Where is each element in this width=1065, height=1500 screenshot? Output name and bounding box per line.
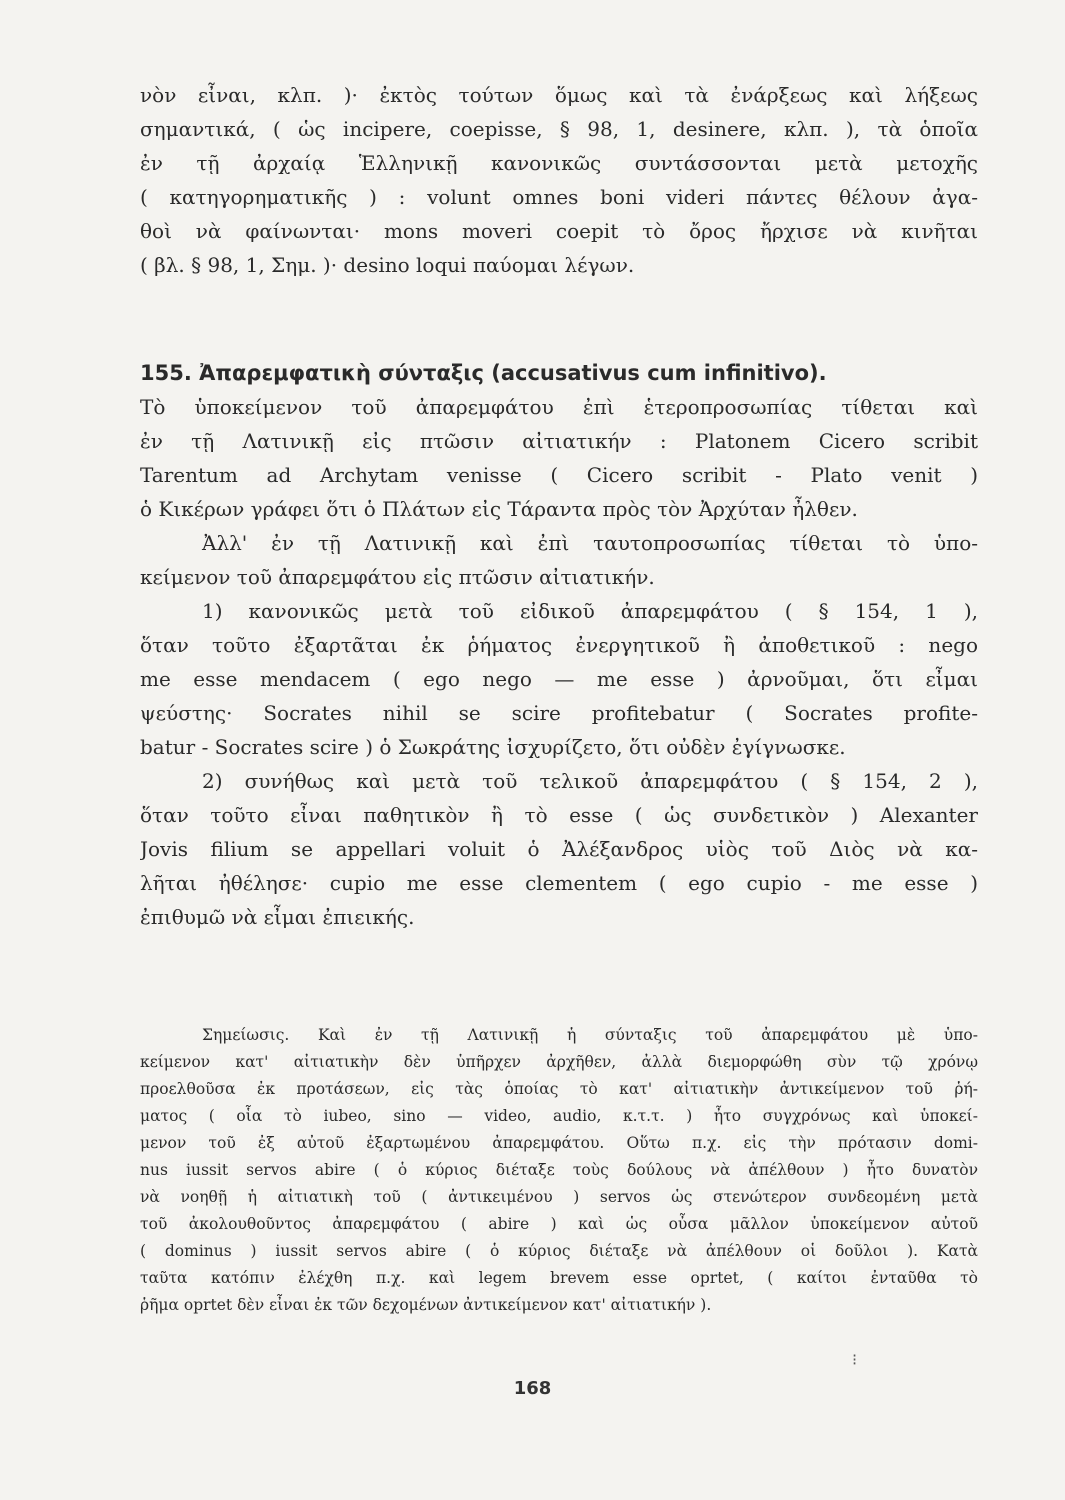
text-line: Jovis filium se appellari voluit ὁ Ἀλέξανδρος υἱὸς τοῦ Διὸς νὰ κα-	[140, 837, 978, 861]
text-line: ( κατηγορηματικῆς ) : volunt omnes boni videri πάντες θέλουν ἀγα-	[140, 185, 978, 209]
text-line: ἐπιθυμῶ νὰ εἶμαι ἐπιεικής.	[140, 905, 415, 929]
text-line: ( βλ. § 98, 1, Σημ. )· desino loqui παύομαι λέγων.	[140, 253, 635, 277]
top-paragraph	[140, 78, 978, 282]
text-line: κείμενον τοῦ ἀπαρεμφάτου εἰς πτῶσιν αἰτιατικήν.	[140, 565, 655, 589]
section-155	[140, 356, 978, 934]
text-line: Ἀλλ' ἐν τῇ Λατινικῇ καὶ ἐπὶ ταυτοπροσωπίας τίθεται τὸ ὑπο-	[202, 531, 978, 555]
text-line: ὅταν τοῦτο ἐξαρτᾶται ἐκ ῥήματος ἐνεργητικοῦ ἢ ἀποθετικοῦ : nego	[140, 633, 978, 657]
note-line: Σημείωσις. Καὶ ἐν τῇ Λατινικῇ ἡ σύνταξις τοῦ ἀπαρεμφάτου μὲ ὑπο-	[202, 1026, 978, 1044]
text-line: ὁ Κικέρων γράφει ὅτι ὁ Πλάτων εἰς Τάραντα πρὸς τὸν Ἀρχύταν ἦλθεν.	[140, 497, 858, 521]
text-line: θοὶ νὰ φαίνωνται· mons moveri coepit τὸ ὄρος ἤρχισε νὰ κινῆται	[140, 219, 978, 243]
text-line: σημαντικά, ( ὡς incipere, coepisse, § 98, 1, desinere, κλπ. ), τὰ ὁποῖα	[140, 117, 978, 141]
text-line: ἐν τῇ Λατινικῇ εἰς πτῶσιν αἰτιατικήν : Platonem Cicero scribit	[140, 429, 978, 453]
note-line: μενον τοῦ ἐξ αὐτοῦ ἐξαρτωμένου ἀπαρεμφάτου. Οὕτω π.χ. εἰς τὴν πρότασιν domi-	[140, 1134, 978, 1152]
note-line: τοῦ ἀκολουθοῦντος ἀπαρεμφάτου ( abire ) καὶ ὡς οὖσα μᾶλλον ὑποκείμενον αὐτοῦ	[140, 1215, 978, 1233]
text-line: 1) κανονικῶς μετὰ τοῦ εἰδικοῦ ἀπαρεμφάτου ( § 154, 1 ),	[202, 599, 978, 623]
note-line: ταῦτα κατόπιν ἐλέχθη π.χ. καὶ legem brevem esse oprtet, ( καίτοι ἐνταῦθα τὸ	[140, 1269, 978, 1287]
note-line: ματος ( οἷα τὸ iubeo, sino — video, audio, κ.τ.τ. ) ἦτο συγχρόνως καὶ ὑποκεί-	[140, 1107, 978, 1125]
text-line: 2) συνήθως καὶ μετὰ τοῦ τελικοῦ ἀπαρεμφάτου ( § 154, 2 ),	[202, 769, 978, 793]
text-line: λῆται ἠθέλησε· cupio me esse clementem ( ego cupio - me esse )	[140, 871, 978, 895]
note-line: κείμενον κατ' αἰτιατικὴν δὲν ὑπῆρχεν ἀρχῆθεν, ἀλλὰ διεμορφώθη σὺν τῷ χρόνῳ	[140, 1053, 978, 1071]
note-line: ( dominus ) iussit servos abire ( ὁ κύριος διέταξε νὰ ἀπέλθουν οἱ δοῦλοι ). Κατὰ	[140, 1242, 978, 1260]
text-line: Τὸ ὑποκείμενον τοῦ ἀπαρεμφάτου ἐπὶ ἑτεροπροσωπίας τίθεται καὶ	[140, 395, 978, 419]
margin-mark-icon: ⁝	[852, 1350, 858, 1369]
text-line: me esse mendacem ( ego nego — me esse ) ἀρνοῦμαι, ὅτι εἶμαι	[140, 667, 978, 691]
note-line: ῥῆμα oprtet δὲν εἶναι ἐκ τῶν δεχομένων ἀντικείμενον κατ' αἰτιατικήν ).	[140, 1296, 712, 1314]
note-line: προελθοῦσα ἐκ προτάσεων, εἰς τὰς ὁποίας τὸ κατ' αἰτιατικὴν ἀντικείμενον τοῦ ῥή-	[140, 1080, 978, 1098]
page-number: 168	[513, 1378, 552, 1399]
text-line: νὸν εἶναι, κλπ. )· ἐκτὸς τούτων ὅμως καὶ τὰ ἐνάρξεως καὶ λήξεως	[140, 83, 978, 107]
text-line: ψεύστης· Socrates nihil se scire profitebatur ( Socrates profite-	[140, 701, 978, 725]
text-line: ἐν τῇ ἀρχαίᾳ Ἑλληνικῇ κανονικῶς συντάσσονται μετὰ μετοχῆς	[140, 151, 978, 175]
section-heading: 155. Ἀπαρεμφατικὴ σύνταξις (accusativus cum infinitivo).	[140, 361, 827, 385]
note-block	[140, 1022, 978, 1319]
note-line: νὰ νοηθῇ ἡ αἰτιατικὴ τοῦ ( ἀντικειμένου ) servos ὡς στενώτερον συνδεομένη μετὰ	[140, 1188, 978, 1206]
text-line: batur - Socrates scire ) ὁ Σωκράτης ἰσχυρίζετο, ὅτι οὐδὲν ἐγίγνωσκε.	[140, 735, 846, 759]
note-line: nus iussit servos abire ( ὁ κύριος διέταξε τοὺς δούλους νὰ ἀπέλθουν ) ἦτο δυνατὸν	[140, 1161, 978, 1179]
text-line: Tarentum ad Archytam venisse ( Cicero scribit - Plato venit )	[140, 463, 978, 487]
text-line: ὅταν τοῦτο εἶναι παθητικὸν ἢ τὸ esse ( ὡς συνδετικὸν ) Alexanter	[140, 803, 978, 827]
